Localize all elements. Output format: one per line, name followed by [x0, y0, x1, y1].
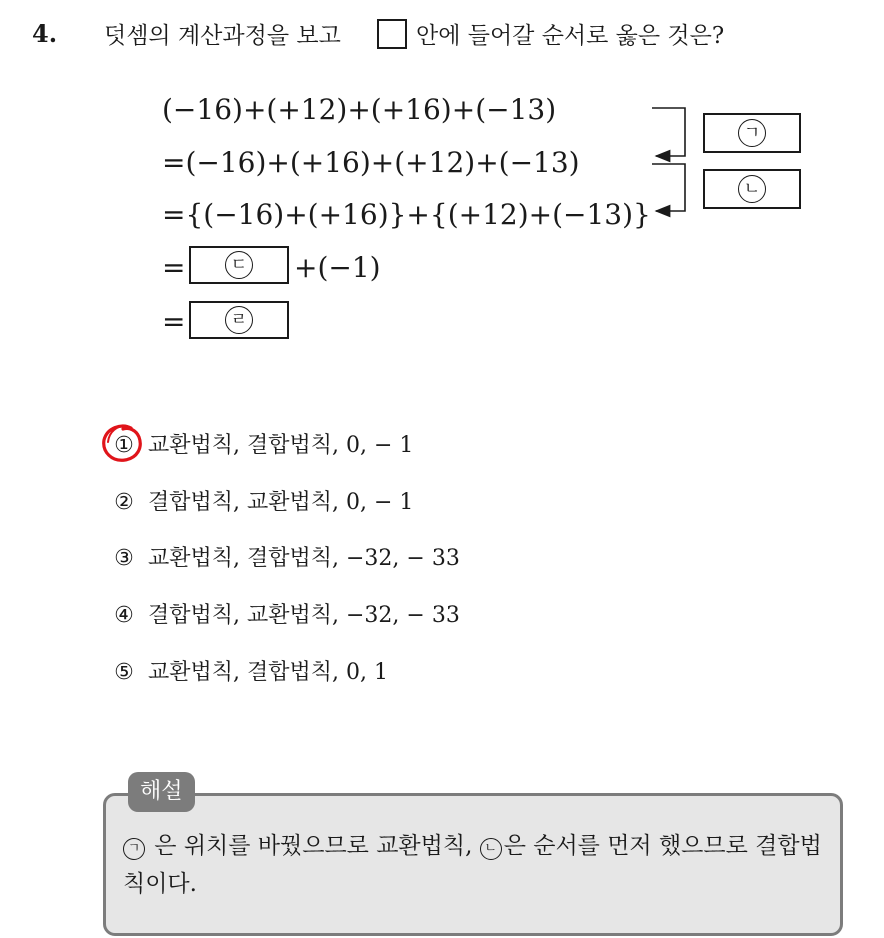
choice-2[interactable]: [110, 487, 413, 519]
choice-number: ②: [114, 490, 134, 515]
circled-label-d: ㄹ: [225, 306, 253, 334]
math-line-5-equals: =: [162, 305, 186, 338]
choice-number: ④: [114, 603, 134, 628]
explanation-tag: 해설: [128, 772, 195, 812]
choice-text: 결합법칙, 교환법칙, 0, − 1: [148, 490, 414, 515]
choice-text: 교환법칙, 결합법칙, 0, − 1: [148, 433, 414, 458]
math-line-1: (−16)+(+12)+(+16)+(−13): [162, 93, 557, 126]
choice-1[interactable]: [110, 430, 413, 462]
math-line-4-rest: +(−1): [294, 251, 381, 284]
choice-number: ③: [114, 546, 134, 571]
arrow-step-1: [652, 108, 685, 156]
choice-text: 교환법칙, 결합법칙, 0, 1: [148, 660, 388, 685]
explanation-part-1: 은 위치를 바꿨으므로 교환법칙,: [147, 833, 480, 859]
choice-3[interactable]: [110, 543, 460, 575]
circled-label-a-inline: ㄱ: [123, 838, 145, 860]
choice-5[interactable]: [110, 657, 388, 689]
circled-label-c: ㄷ: [225, 251, 253, 279]
circled-label-b-inline: ㄴ: [480, 838, 502, 860]
explanation-part-2: 은 순서를 먼저 했으므로 결합법칙이다.: [123, 833, 822, 897]
question-text-start: 덧셈의 계산과정을 보고: [104, 23, 341, 49]
circled-label-b: ㄴ: [738, 175, 766, 203]
math-line-4-equals: =: [162, 251, 186, 284]
circled-label-a: ㄱ: [738, 119, 766, 147]
choice-text: 교환법칙, 결합법칙, −32, − 33: [148, 546, 460, 571]
math-line-3: ={(−16)+(+16)}+{(+12)+(−13)}: [162, 198, 651, 231]
choice-number: ⑤: [114, 660, 134, 685]
arrow-step-2: [652, 164, 685, 211]
math-line-2: =(−16)+(+16)+(+12)+(−13): [162, 146, 580, 179]
choice-number: ①: [114, 433, 134, 458]
choice-text: 결합법칙, 교환법칙, −32, − 33: [148, 603, 460, 628]
question-text-end: 안에 들어갈 순서로 옳은 것은?: [416, 23, 725, 49]
choice-4[interactable]: [110, 600, 460, 632]
question-number: 4.: [32, 19, 58, 48]
explanation-text: [123, 827, 835, 903]
step-arrows: [0, 0, 884, 360]
